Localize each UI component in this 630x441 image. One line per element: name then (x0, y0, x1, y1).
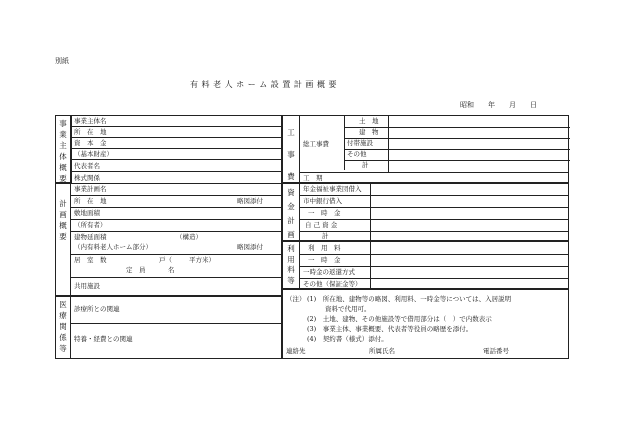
fund-table (299, 183, 569, 241)
floor-area-label[interactable]: 建物延面積 (74, 233, 107, 241)
medical-group-label: 医療関係等 (59, 300, 67, 353)
contact-phone-label[interactable]: 電話番号 (483, 347, 509, 355)
cost-other-label[interactable]: その他 (347, 150, 367, 158)
fund-pension-loan-label[interactable]: 年金福祉事業団借入 (303, 185, 362, 193)
entity-shares-cell[interactable]: 株式関係 (72, 172, 282, 184)
plan-table (70, 183, 282, 296)
note-4: (4) 契約書（様式）添付。 (307, 335, 388, 343)
plan-name-label[interactable]: 事業計画名 (74, 185, 107, 193)
plan-location-label[interactable]: 所 在 地 (74, 197, 107, 205)
capacity-unit: 名 (168, 266, 175, 274)
cost-table (299, 115, 569, 183)
contact-label: 連絡先 (286, 347, 306, 355)
entity-table (71, 115, 282, 184)
site-area-label[interactable]: 敷地面積 (74, 209, 100, 217)
fee-group-label: 利用料等 (287, 244, 295, 285)
entity-address-cell[interactable]: 所 在 地 (72, 127, 282, 138)
fee-group-cell (282, 241, 300, 289)
entity-group-cell (55, 115, 71, 183)
home-part-note: 略図添付 (237, 243, 263, 251)
construction-period-label[interactable]: 工 期 (303, 174, 323, 182)
nursing-relation-label[interactable]: 特養・経費との関連 (74, 335, 133, 343)
total-construction-label: 総工事費 (303, 140, 329, 148)
entity-representative-cell[interactable]: 代表者名 (72, 160, 282, 172)
entity-capital-cell[interactable]: 資 本 金 (72, 138, 282, 149)
cost-total-label[interactable]: 計 (362, 161, 369, 169)
note-1-cont: 資料で代用可。 (325, 305, 371, 313)
cost-group-cell (282, 115, 300, 183)
cost-ancillary-label[interactable]: 付帯施設 (347, 139, 373, 147)
sqm-label: 平方米） (189, 256, 215, 264)
entity-group-label: 事業主体概要 (59, 119, 67, 183)
fee-usage-label[interactable]: 利 用 料 (308, 244, 341, 252)
date-field: 昭和 年 月 日 (460, 101, 537, 109)
fund-group-label: 資金計画 (287, 188, 295, 239)
owner-label[interactable]: （所有者） (74, 221, 107, 229)
medical-table (70, 296, 282, 359)
attachment-label: 別紙 (55, 57, 69, 65)
fund-own-capital-label[interactable]: 自 己 資 金 (305, 221, 338, 229)
plan-group-cell (55, 183, 71, 296)
note-1: (1) 所在地、建物等の略図、利用料、一時金等については、入居説明 (307, 295, 512, 303)
cost-building-label[interactable]: 建 物 (359, 128, 379, 136)
notes-box (282, 289, 569, 359)
structure-label: （構造） (176, 233, 202, 241)
fee-other-label[interactable]: その他（保証金等） (303, 280, 362, 288)
clinic-relation-label[interactable]: 診療所との関連 (74, 305, 120, 313)
note-2: (2) 土地、建物、その他施設等で借用部分は（ ）で内数表示 (307, 315, 492, 323)
fund-lump-sum-label[interactable]: 一 時 金 (308, 209, 341, 217)
fund-total-label[interactable]: 計 (322, 232, 329, 240)
form-title: 有 料 老 人 ホ ー ム 設 置 計 画 概 要 (190, 80, 338, 89)
fee-refund-method-label[interactable]: 一時金の返還方式 (303, 268, 355, 276)
fee-lump-sum-label[interactable]: 一 時 金 (308, 256, 341, 264)
notes-label: （注） (286, 295, 306, 303)
fee-table (299, 241, 569, 289)
medical-group-cell (55, 296, 71, 359)
fund-bank-loan-label[interactable]: 市中銀行借入 (303, 197, 342, 205)
plan-group-label: 計画概要 (59, 199, 67, 241)
cost-group-label: 工事費 (287, 128, 295, 181)
home-part-label[interactable]: （内有料老人ホーム部分） (74, 243, 152, 251)
capacity-label[interactable]: 定 員 (126, 266, 146, 274)
fund-group-cell (282, 183, 300, 241)
contact-name-label[interactable]: 所属氏名 (369, 347, 395, 355)
rooms-label[interactable]: 居 室 数 (74, 256, 107, 264)
units-label: 戸（ (159, 256, 172, 264)
plan-location-note: 略図添付 (237, 197, 263, 205)
entity-name-cell[interactable]: 事業主体名 (72, 116, 282, 127)
entity-basic-assets-cell[interactable]: （基本財産） (72, 149, 282, 160)
cost-land-label[interactable]: 土 地 (359, 117, 379, 125)
note-3: (3) 事業主体、事業概要、代表者等役員の略歴を添付。 (307, 325, 473, 333)
shared-facilities-label[interactable]: 共用施設 (74, 282, 100, 290)
